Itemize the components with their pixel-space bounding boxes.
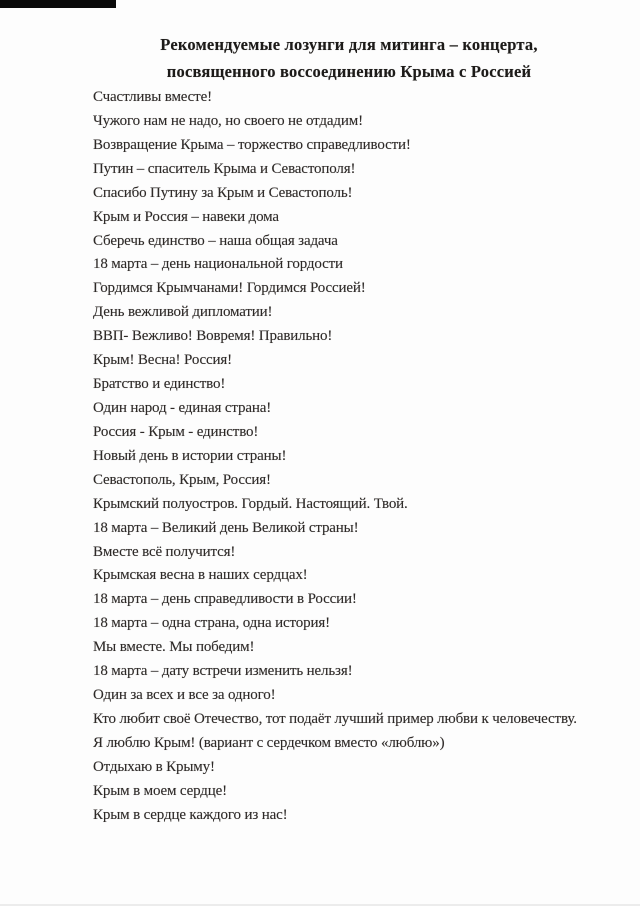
- slogan-line: Путин – спаситель Крыма и Севастополя!: [93, 160, 356, 177]
- slogan-line: 18 марта – дату встречи изменить нельзя!: [93, 663, 353, 680]
- slogan-line: Сберечь единство – наша общая задача: [93, 232, 338, 249]
- slogan-line: Крымская весна в наших сердцах!: [93, 567, 308, 584]
- slogan-line: Братство и единство!: [93, 376, 226, 393]
- slogan-line: День вежливой дипломатии!: [93, 304, 273, 321]
- slogan-list: [93, 86, 630, 828]
- scan-edge-artifact: [0, 0, 116, 8]
- document-title: [0, 31, 640, 85]
- slogan-line: Крым в моем сердце!: [93, 782, 227, 799]
- slogan-line: 18 марта – Великий день Великой страны!: [93, 519, 359, 536]
- slogan-line: 18 марта – одна страна, одна история!: [93, 615, 330, 632]
- slogan-line: Счастливы вместе!: [93, 89, 212, 105]
- slogan-line: 18 марта – день справедливости в России!: [93, 591, 357, 608]
- slogan-line: Крым и Россия – навеки дома: [93, 208, 279, 225]
- slogan-line: Возвращение Крыма – торжество справедливости!: [93, 136, 411, 153]
- slogan-line: Чужого нам не надо, но своего не отдадим!: [93, 112, 363, 129]
- slogan-line: Спасибо Путину за Крым и Севастополь!: [93, 184, 353, 201]
- slogan-line: Вместе всё получится!: [93, 543, 236, 560]
- slogan-line: Кто любит своё Отечество, тот подаёт лучший пример любви к человечеству.: [93, 710, 577, 727]
- slogan-line: Я люблю Крым! (вариант с сердечком вместо «люблю»): [93, 734, 445, 751]
- slogan-line: Крым в сердце каждого из нас!: [93, 806, 288, 823]
- slogan-line: Севастополь, Крым, Россия!: [93, 471, 271, 488]
- document-title-line-1: Рекомендуемые лозунги для митинга – концерта,: [160, 35, 538, 54]
- slogan-line: ВВП- Вежливо! Вовремя! Правильно!: [93, 328, 333, 345]
- slogan-line: Мы вместе. Мы победим!: [93, 639, 255, 656]
- document-title-line-2: посвященного воссоединению Крыма с Россией: [166, 62, 532, 81]
- slogan-line: Отдыхаю в Крыму!: [93, 758, 215, 775]
- slogan-line: Крым! Весна! Россия!: [93, 352, 233, 369]
- slogan-line: Новый день в истории страны!: [93, 447, 287, 464]
- slogan-line: Гордимся Крымчанами! Гордимся Россией!: [93, 280, 366, 297]
- slogan-line: Россия - Крым - единство!: [93, 423, 259, 440]
- slogan-line: Крымский полуостров. Гордый. Настоящий. Твой.: [93, 495, 408, 512]
- slogan-line: Один за всех и все за одного!: [93, 687, 276, 704]
- slogan-line: 18 марта – день национальной гордости: [93, 256, 343, 273]
- slogan-line: Один народ - единая страна!: [93, 399, 272, 416]
